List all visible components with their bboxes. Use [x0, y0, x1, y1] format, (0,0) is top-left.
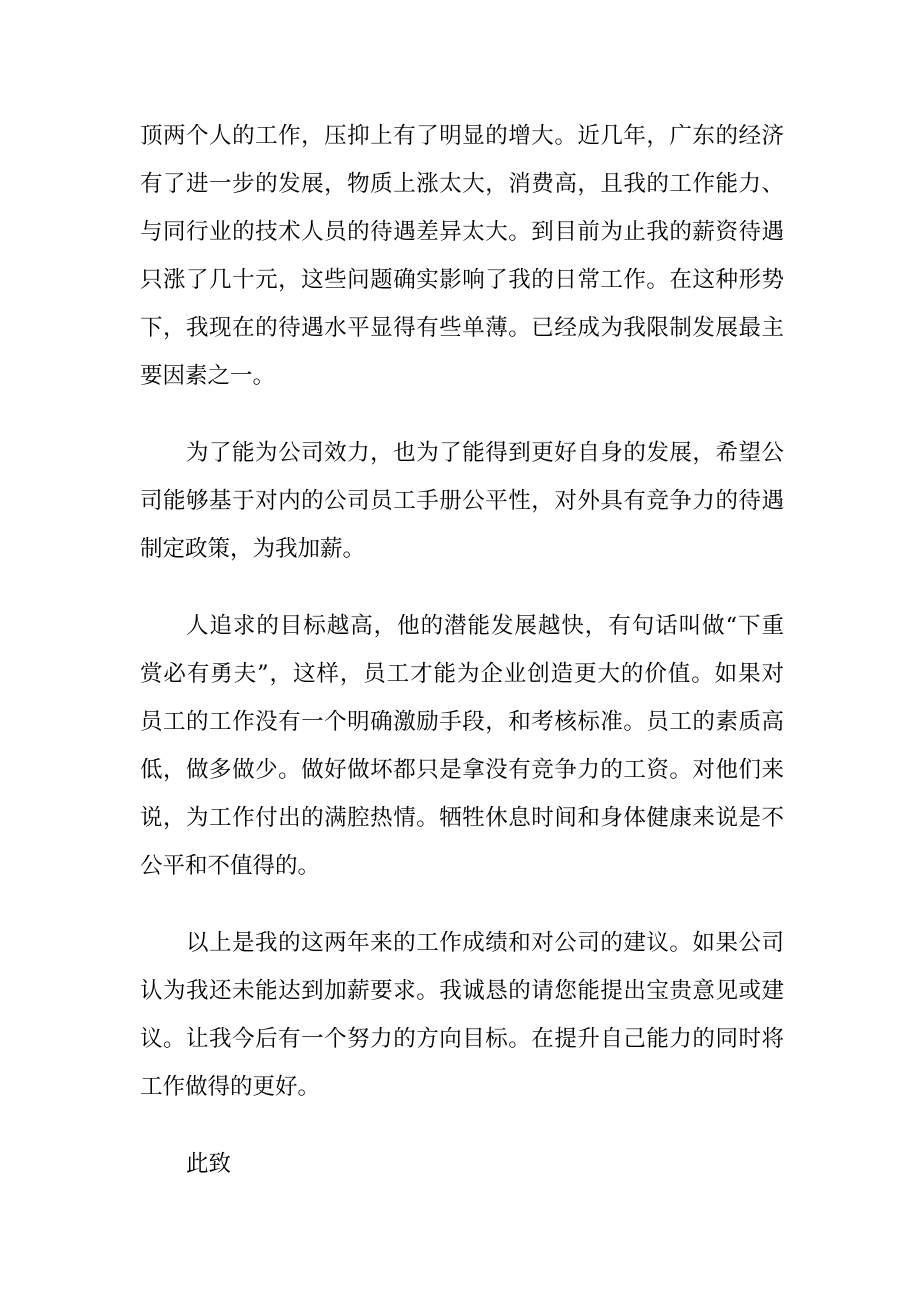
text-line: 顶两个人的工作，压抑上有了明显的增大。近几年，广东的经济 [140, 123, 784, 149]
paragraph-raise-request [140, 429, 784, 573]
text-line: 下，我现在的待遇水平显得有些单薄。已经成为我限制发展最主 [140, 315, 784, 341]
text-line: 只涨了几十元，这些问题确实影响了我的日常工作。在这种形势 [140, 267, 784, 293]
text-line: 公平和不值得的。 [140, 853, 321, 879]
text-line: 议。让我今后有一个努力的方向目标。在提升自己能力的同时将 [140, 1026, 784, 1052]
text-line: 低，做多做少。做好做坏都只是拿没有竞争力的工资。对他们来 [140, 757, 784, 783]
text-line: 与同行业的技术人员的待遇差异太大。到目前为止我的薪资待遇 [140, 219, 784, 245]
document-body [140, 112, 784, 1188]
text-line: 要因素之一。 [140, 363, 276, 389]
paragraph-gap [140, 890, 784, 919]
paragraph-gap [140, 400, 784, 429]
text-line: 有了进一步的发展，物质上涨太大，消费高，且我的工作能力、 [140, 171, 784, 197]
paragraph-motivation [140, 602, 784, 890]
paragraph-closing [140, 1140, 784, 1188]
paragraph-salary-situation [140, 112, 784, 400]
text-line: 赏必有勇夫”，这样，员工才能为企业创造更大的价值。如果对 [140, 661, 784, 687]
text-line: 为了能为公司效力，也为了能得到更好自身的发展，希望公 [186, 440, 784, 466]
text-line: 人追求的目标越高，他的潜能发展越快，有句话叫做“下重 [186, 613, 784, 639]
text-line: 制定政策，为我加薪。 [140, 536, 366, 562]
text-line: 以上是我的这两年来的工作成绩和对公司的建议。如果公司 [186, 930, 784, 956]
closing-salutation: 此致 [186, 1151, 232, 1177]
text-line: 员工的工作没有一个明确激励手段，和考核标准。员工的素质高 [140, 709, 784, 735]
paragraph-summary [140, 919, 784, 1111]
text-line: 司能够基于对内的公司员工手册公平性，对外具有竞争力的待遇 [140, 488, 784, 514]
paragraph-gap [140, 573, 784, 602]
text-line: 工作做得的更好。 [140, 1074, 321, 1100]
text-line: 说，为工作付出的满腔热情。牺牲休息时间和身体健康来说是不 [140, 805, 784, 831]
text-line: 认为我还未能达到加薪要求。我诚恳的请您能提出宝贵意见或建 [140, 978, 784, 1004]
paragraph-gap [140, 1111, 784, 1140]
